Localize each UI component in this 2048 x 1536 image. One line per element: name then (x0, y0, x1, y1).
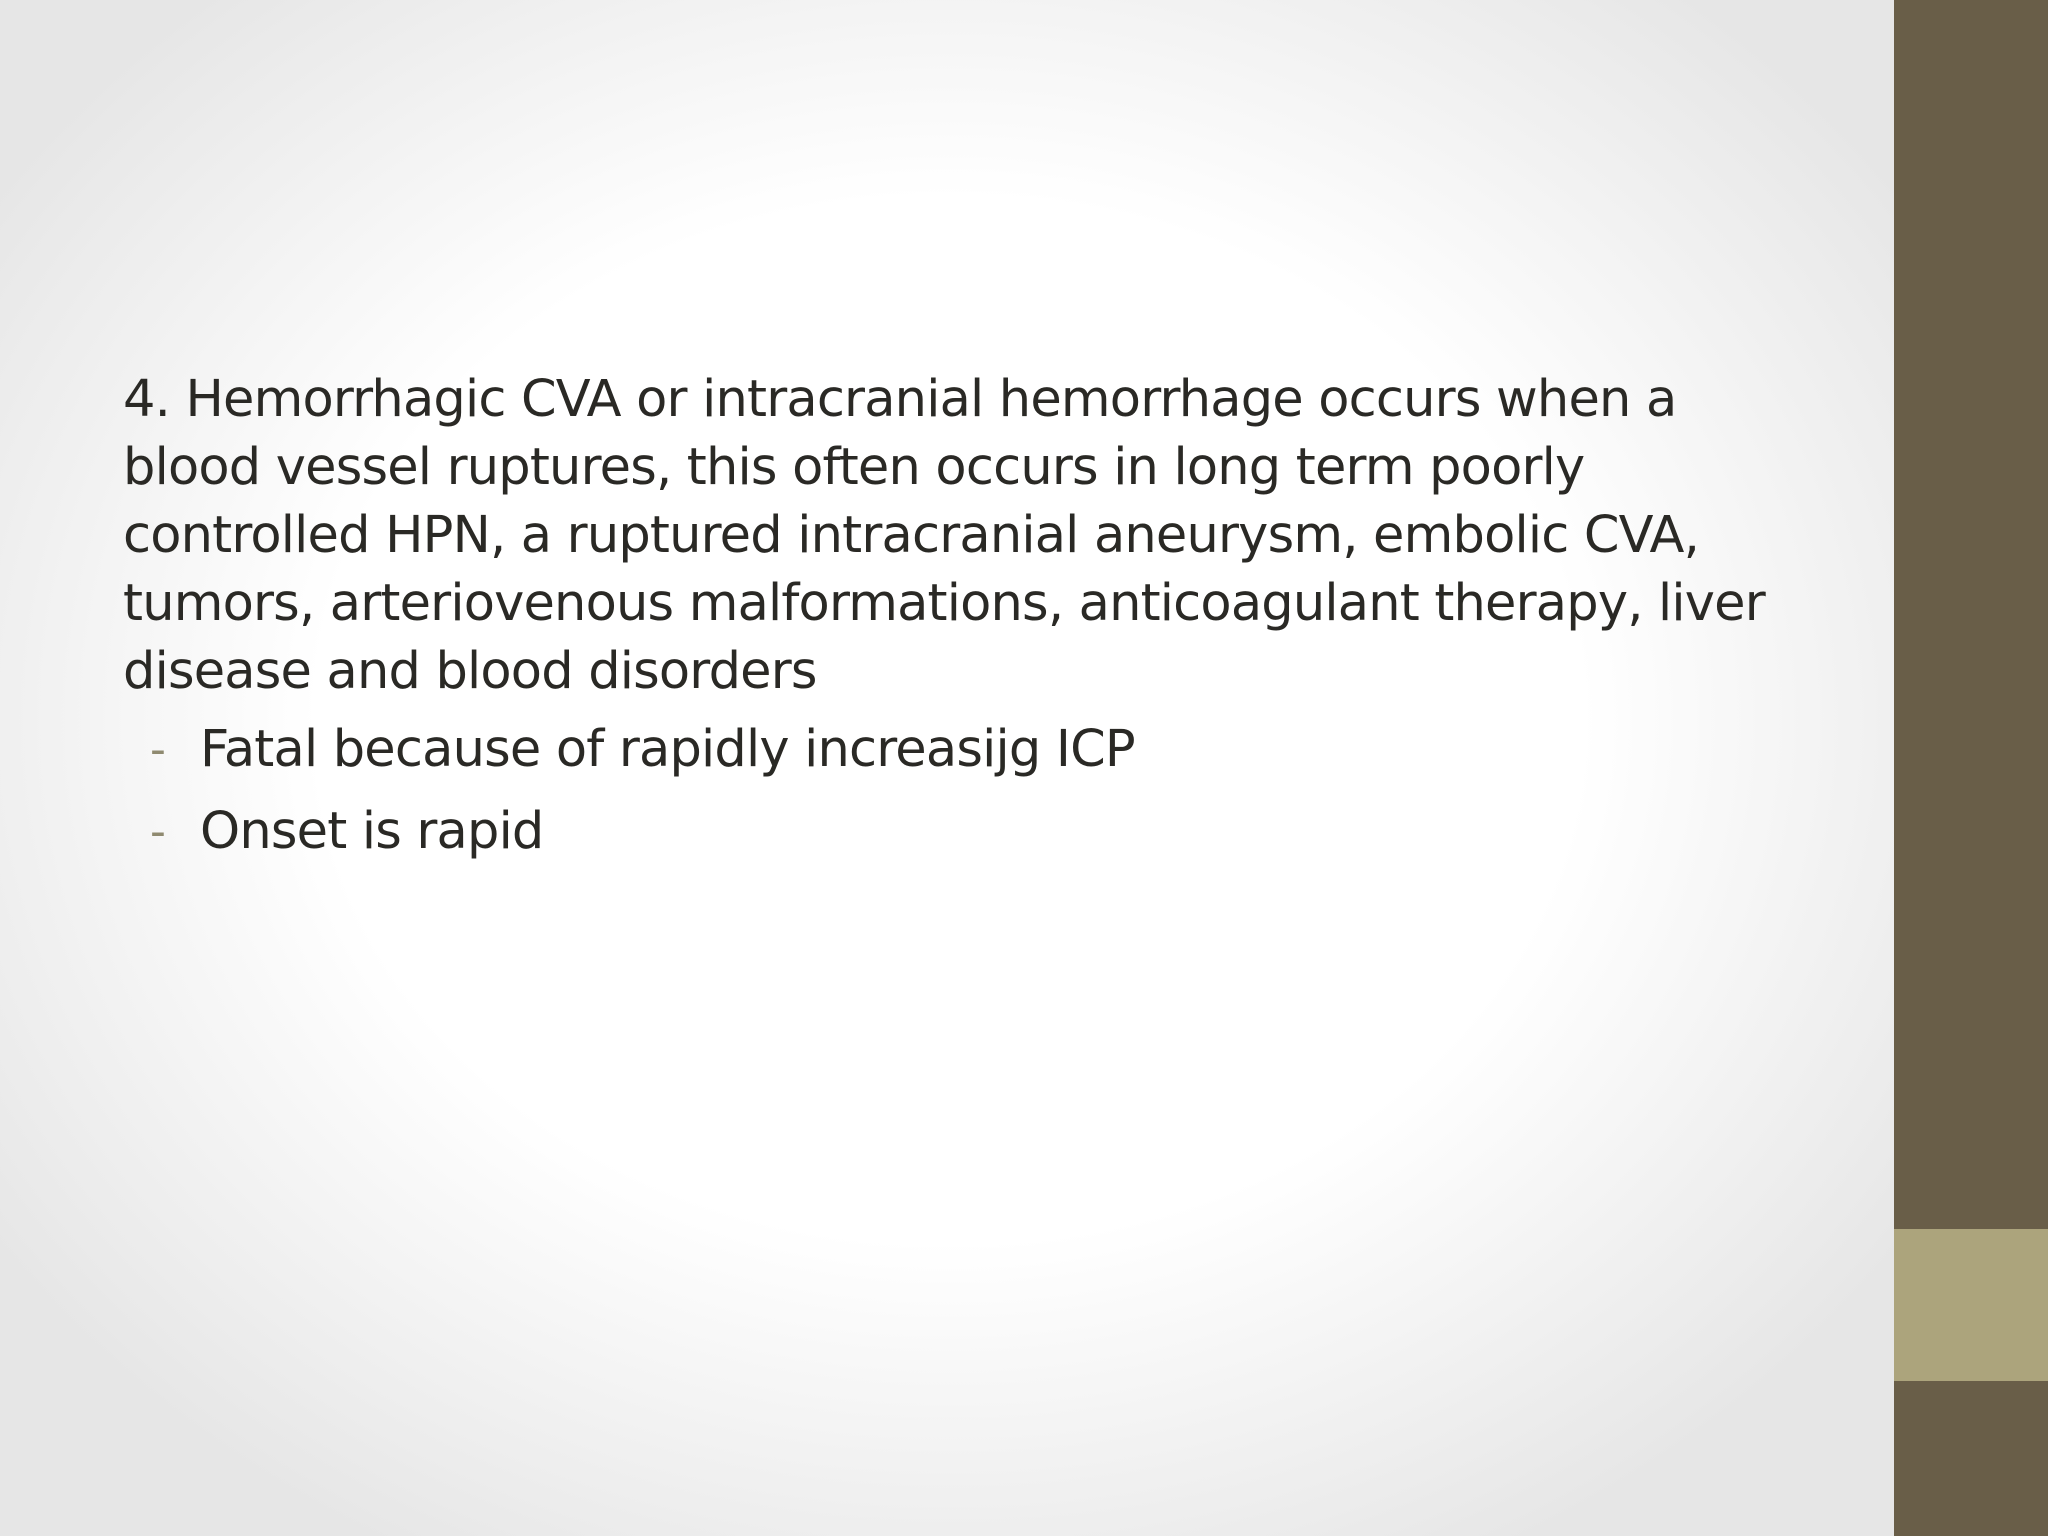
side-bar-accent (1894, 1229, 2048, 1381)
bullet-marker: - (150, 724, 166, 775)
bullet-item (123, 716, 1783, 784)
bullet-text: Onset is rapid (200, 802, 544, 861)
bullet-marker: - (150, 806, 166, 857)
slide-content (123, 366, 1783, 880)
bullet-item (123, 798, 1783, 866)
bullet-text: Fatal because of rapidly increasijg ICP (200, 720, 1135, 779)
main-paragraph: 4. Hemorrhagic CVA or intracranial hemorrhage occurs when a blood vessel ruptures, this often occurs in long term poorly controlled HPN, a ruptured intracranial aneurysm, embolic CVA, tumors, arteriovenous malformations, anticoagulant therapy, liver disease and blood disorders (123, 370, 1765, 701)
bullet-list (123, 716, 1783, 866)
